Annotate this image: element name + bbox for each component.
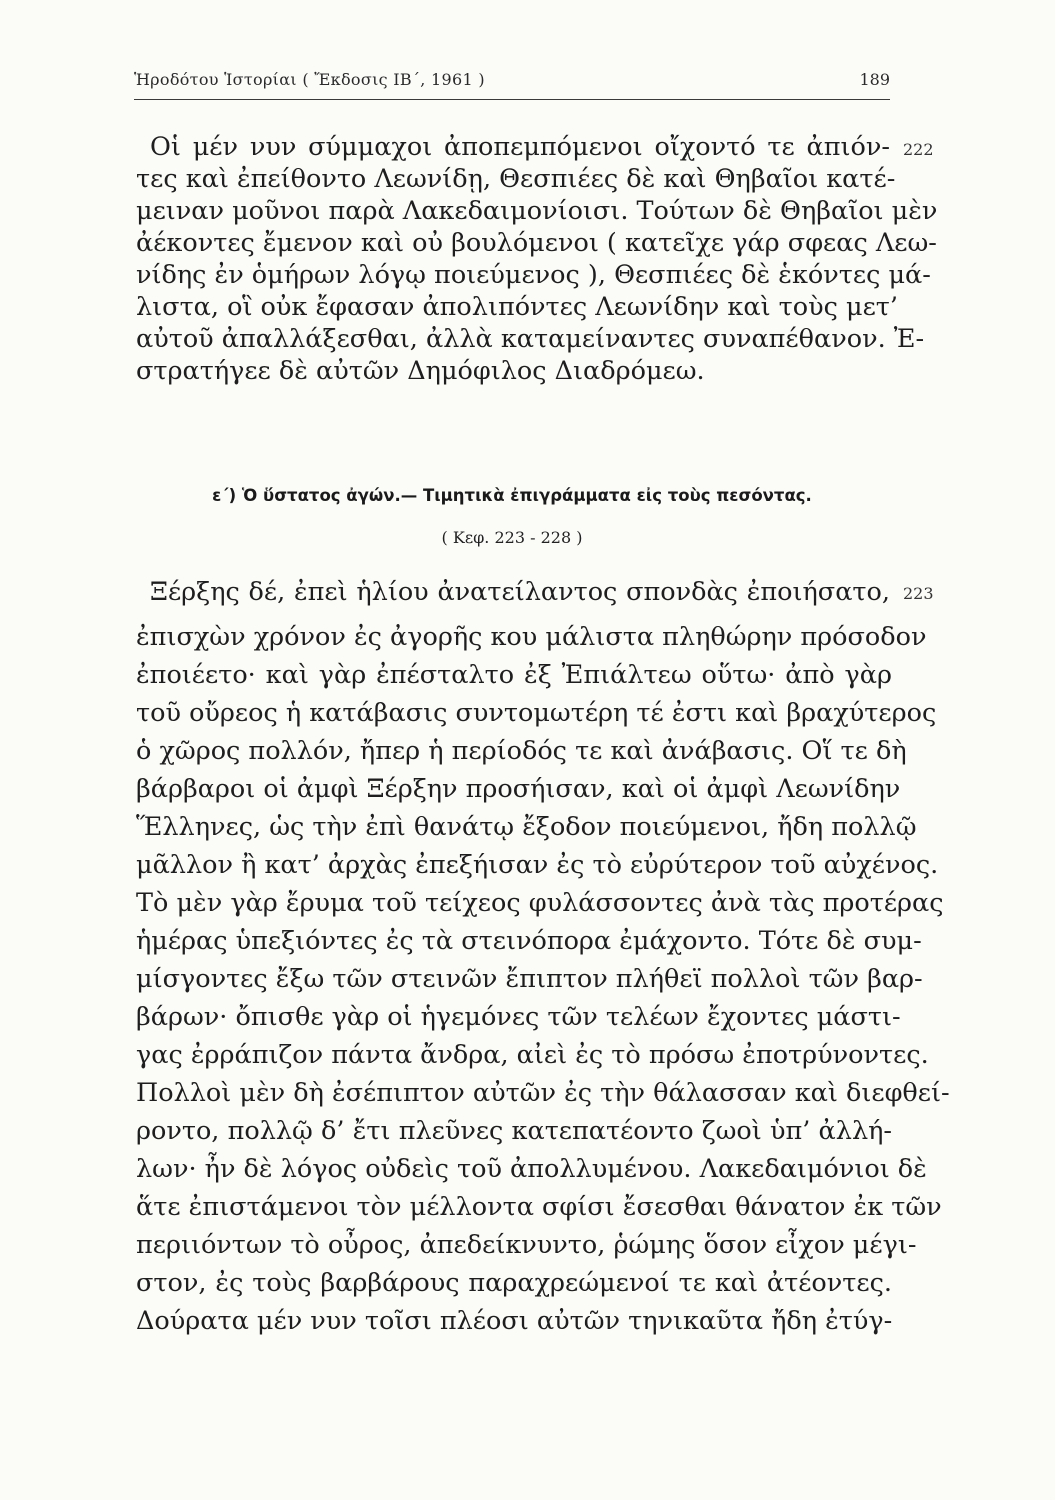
text-line: λιστα, οἳ οὐκ ἔφασαν ἀπολιπόντες Λεωνίδην καὶ τοὺς μετ’ <box>136 292 899 322</box>
text-line: περιιόντων τὸ οὖρος, ἀπεδείκνυντο, ῥώμης ὅσον εἶχον μέγι- <box>136 1230 917 1260</box>
text-line: στον, ἐς τοὺς βαρβάρους παραχρεώμενοί τε καὶ ἀτέοντες. <box>136 1268 892 1298</box>
text-line: στρατήγεε δὲ αὐτῶν Δημόφιλος Διαδρόμεω. <box>136 356 705 386</box>
section-heading: ε΄) Ὁ ὕστατος ἀγών.— Τιμητικὰ ἐπιγράμματα εἰς τοὺς πεσόντας. <box>212 486 812 505</box>
text-line: βάρβαροι οἱ ἀμφὶ Ξέρξην προσήισαν, καὶ οἱ ἀμφὶ Λεωνίδην <box>136 774 901 804</box>
chapter-number-222: 222 <box>903 140 934 159</box>
text-line: μειναν μοῦνοι παρὰ Λακεδαιμονίοισι. Τούτων δὲ Θηβαῖοι μὲν <box>136 196 938 226</box>
text-line: Τὸ μὲν γὰρ ἔρυμα τοῦ τείχεος φυλάσσοντες ἀνὰ τὰς προτέρας <box>136 888 944 918</box>
section-subheading: ( Κεφ. 223 - 228 ) <box>441 528 583 547</box>
text-line: ἡμέρας ὑπεξιόντες ἐς τὰ στεινόπορα ἐμάχοντο. Τότε δὲ συμ- <box>136 926 922 956</box>
text-line: ὁ χῶρος πολλόν, ἤπερ ἡ περίοδός τε καὶ ἀνάβασις. Οἵ τε δὴ <box>136 736 907 766</box>
running-head-title: Ἡροδότου Ἱστορίαι ( Ἔκδοσις ΙΒ΄, 1961 ) <box>134 70 485 89</box>
text-line: Πολλοὶ μὲν δὴ ἐσέπιπτον αὐτῶν ἐς τὴν θάλασσαν καὶ διεφθεί- <box>136 1078 950 1108</box>
text-line: ροντο, πολλῷ δ’ ἔτι πλεῦνες κατεπατέοντο ζωοὶ ὑπ’ ἀλλή- <box>136 1116 892 1146</box>
text-line: λων· ἦν δὲ λόγος οὐδεὶς τοῦ ἀπολλυμένου. Λακεδαιμόνιοι δὲ <box>136 1154 927 1184</box>
text-line: αὐτοῦ ἀπαλλάξεσθαι, ἀλλὰ καταμείναντες συναπέθανον. Ἐ- <box>136 324 925 354</box>
text-line: τοῦ οὔρεος ἡ κατάβασις συντομωτέρη τέ ἐστι καὶ βραχύτερος <box>136 698 937 728</box>
text-line: νίδης ἐν ὁμήρων λόγῳ ποιεύμενος ), Θεσπιέες δὲ ἑκόντες μά- <box>136 260 931 290</box>
header-rule <box>134 99 890 100</box>
text-line: βάρων· ὄπισθε γὰρ οἱ ἡγεμόνες τῶν τελέων ἔχοντες μάστι- <box>136 1002 901 1032</box>
chapter-number-223: 223 <box>903 584 934 603</box>
text-line: Ξέρξης δέ, ἐπεὶ ἡλίου ἀνατείλαντος σπονδὰς ἐποιήσατο, <box>150 577 890 607</box>
text-line: Δούρατα μέν νυν τοῖσι πλέοσι αὐτῶν τηνικαῦτα ἤδη ἐτύγ- <box>136 1306 893 1336</box>
text-line: τες καὶ ἐπείθοντο Λεωνίδῃ, Θεσπιέες δὲ καὶ Θηβαῖοι κατέ- <box>136 164 896 194</box>
text-line: Ἕλληνες, ὡς τὴν ἐπὶ θανάτῳ ἔξοδον ποιεύμενοι, ἤδη πολλῷ <box>136 812 917 842</box>
text-line: ἅτε ἐπιστάμενοι τὸν μέλλοντα σφίσι ἔσεσθαι θάνατον ἐκ τῶν <box>136 1192 942 1222</box>
text-line: ἐποιέετο· καὶ γὰρ ἐπέσταλτο ἐξ Ἐπιάλτεω οὕτω· ἀπὸ γὰρ <box>136 660 892 690</box>
text-line: Οἱ μέν νυν σύμμαχοι ἀποπεμπόμενοι οἴχοντό τε ἀπιόν- <box>150 132 890 162</box>
text-line: γας ἐρράπιζον πάντα ἄνδρα, αἰεὶ ἐς τὸ πρόσω ἐποτρύνοντες. <box>136 1040 929 1070</box>
text-line: μᾶλλον ἢ κατ’ ἀρχὰς ἐπεξήισαν ἐς τὸ εὐρύτερον τοῦ αὐχένος. <box>136 850 939 880</box>
text-line: μίσγοντες ἔξω τῶν στεινῶν ἔπιπτον πλήθεϊ πολλοὶ τῶν βαρ- <box>136 964 923 994</box>
running-head <box>134 70 890 96</box>
text-line: ἐπισχὼν χρόνον ἐς ἀγορῆς κου μάλιστα πληθώρην πρόσοδον <box>136 622 927 652</box>
text-line: ἀέκοντες ἔμενον καὶ οὐ βουλόμενοι ( κατεῖχε γάρ σφεας Λεω- <box>136 228 937 258</box>
page-number: 189 <box>859 70 890 89</box>
